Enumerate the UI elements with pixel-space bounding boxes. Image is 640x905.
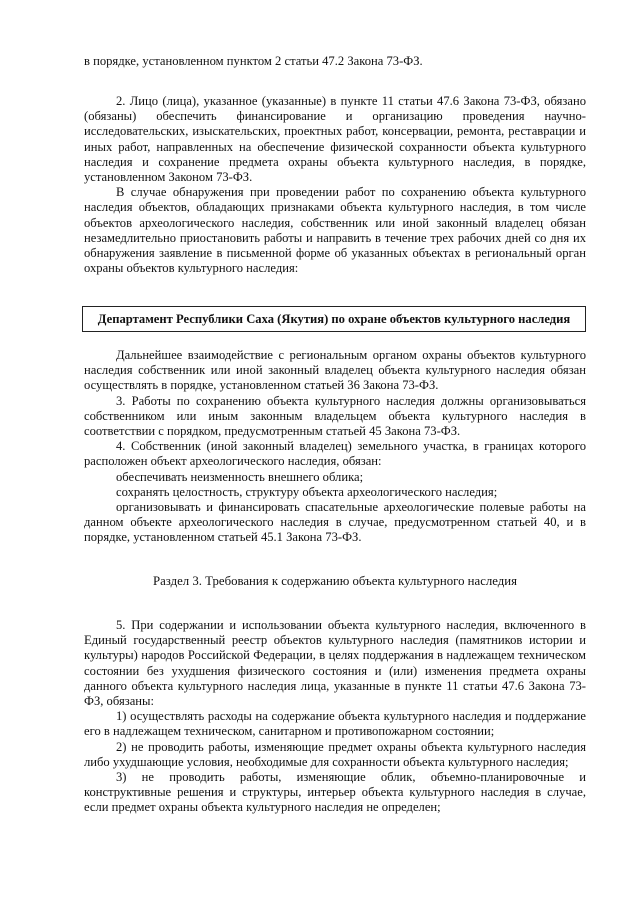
paragraph-item-5-3: 3) не проводить работы, изменяющие облик, объемно-планировочные и конструктивные решения и структуры, интерьер объекта культурного наследия в случае, если предмет охраны объекта культурного наследия не определен; xyxy=(84,770,586,815)
intro-line: в порядке, установленном пунктом 2 статьи 47.2 Закона 73-ФЗ. xyxy=(84,54,423,68)
paragraph-interaction: Дальнейшее взаимодействие с региональным органом охраны объектов культурного наследия собственник или иной законный владелец объекта культурного наследия обязан осуществлять в порядке, установленном статьей 36 Закона 73-ФЗ. xyxy=(84,348,586,393)
paragraph-item-2: 2. Лицо (лица), указанное (указанные) в пункте 11 статьи 47.6 Закона 73-ФЗ, обязано (обязаны) обеспечить финансирование и организацию проведения научно-исследовательских, изыскательских, проектных работ, консервации, ремонта, реставрации и иных работ, направленных на обеспечение физической сохранности объекта культурного наследия и сохранение предмета охраны объекта культурного наследия, в порядке, установленном Законом 73-ФЗ. xyxy=(84,94,586,185)
paragraph-item-4: 4. Собственник (иной законный владелец) земельного участка, в границах которого расположен объект археологического наследия, обязан: xyxy=(84,439,586,469)
paragraph-discovery: В случае обнаружения при проведении работ по сохранению объекта культурного наследия объектов, обладающих признаками объекта культурного наследия, в том числе объектов археологического наследия, собственник или иной законный владелец обязан незамедлительно приостановить работы и направить в течение трех рабочих дней со дня их обнаружения заявление в письменной форме об указанных объектах в региональный орган охраны объектов культурного наследия: xyxy=(84,185,586,276)
paragraph-item-5-2: 2) не проводить работы, изменяющие предмет охраны объекта культурного наследия либо ухудшающие условия, необходимые для сохранности объекта культурного наследия; xyxy=(84,739,586,769)
paragraph-item-4-1: обеспечивать неизменность внешнего облика; xyxy=(116,469,364,484)
paragraph-item-5: 5. При содержании и использовании объекта культурного наследия, включенного в Единый государственный реестр объектов культурного наследия (памятников истории и культуры) народов Российской Федерации, в целях поддержания в надлежащем техническом состоянии без ухудшения физического состояния и (или) изменения предмета охраны данного объекта культурного наследия лица, указанные в пункте 11 статьи 47.6 Закона 73-ФЗ, обязаны: xyxy=(84,618,586,709)
paragraph-item-3: 3. Работы по сохранению объекта культурного наследия должны организовываться собственником или иным законным владельцем объекта культурного наследия в соответствии с порядком, предусмотренным статьей 45 Закона 73-ФЗ. xyxy=(84,393,586,439)
section-title: Раздел 3. Требования к содержанию объекта культурного наследия xyxy=(152,574,518,588)
boxed-title xyxy=(82,306,586,332)
paragraphs-c xyxy=(84,618,586,816)
paragraphs-b xyxy=(84,348,586,546)
boxed-title-text: Департамент Республики Саха (Якутия) по охране объектов культурного наследия xyxy=(97,311,571,326)
paragraph-item-5-1: 1) осуществлять расходы на содержание объекта культурного наследия и поддержание его в надлежащем техническом, санитарном и противопожарном состоянии; xyxy=(84,709,586,739)
intro-line-block xyxy=(84,54,586,69)
paragraphs-a xyxy=(84,94,586,276)
paragraph-item-4-3: организовывать и финансировать спасательные археологические полевые работы на данном объекте археологического наследия в случае, предусмотренном статьей 40, и в порядке, установленном статьей 45.1 Закона 73-ФЗ. xyxy=(84,500,586,545)
paragraph-item-4-2: сохранять целостность, структуру объекта археологического наследия; xyxy=(116,484,498,499)
